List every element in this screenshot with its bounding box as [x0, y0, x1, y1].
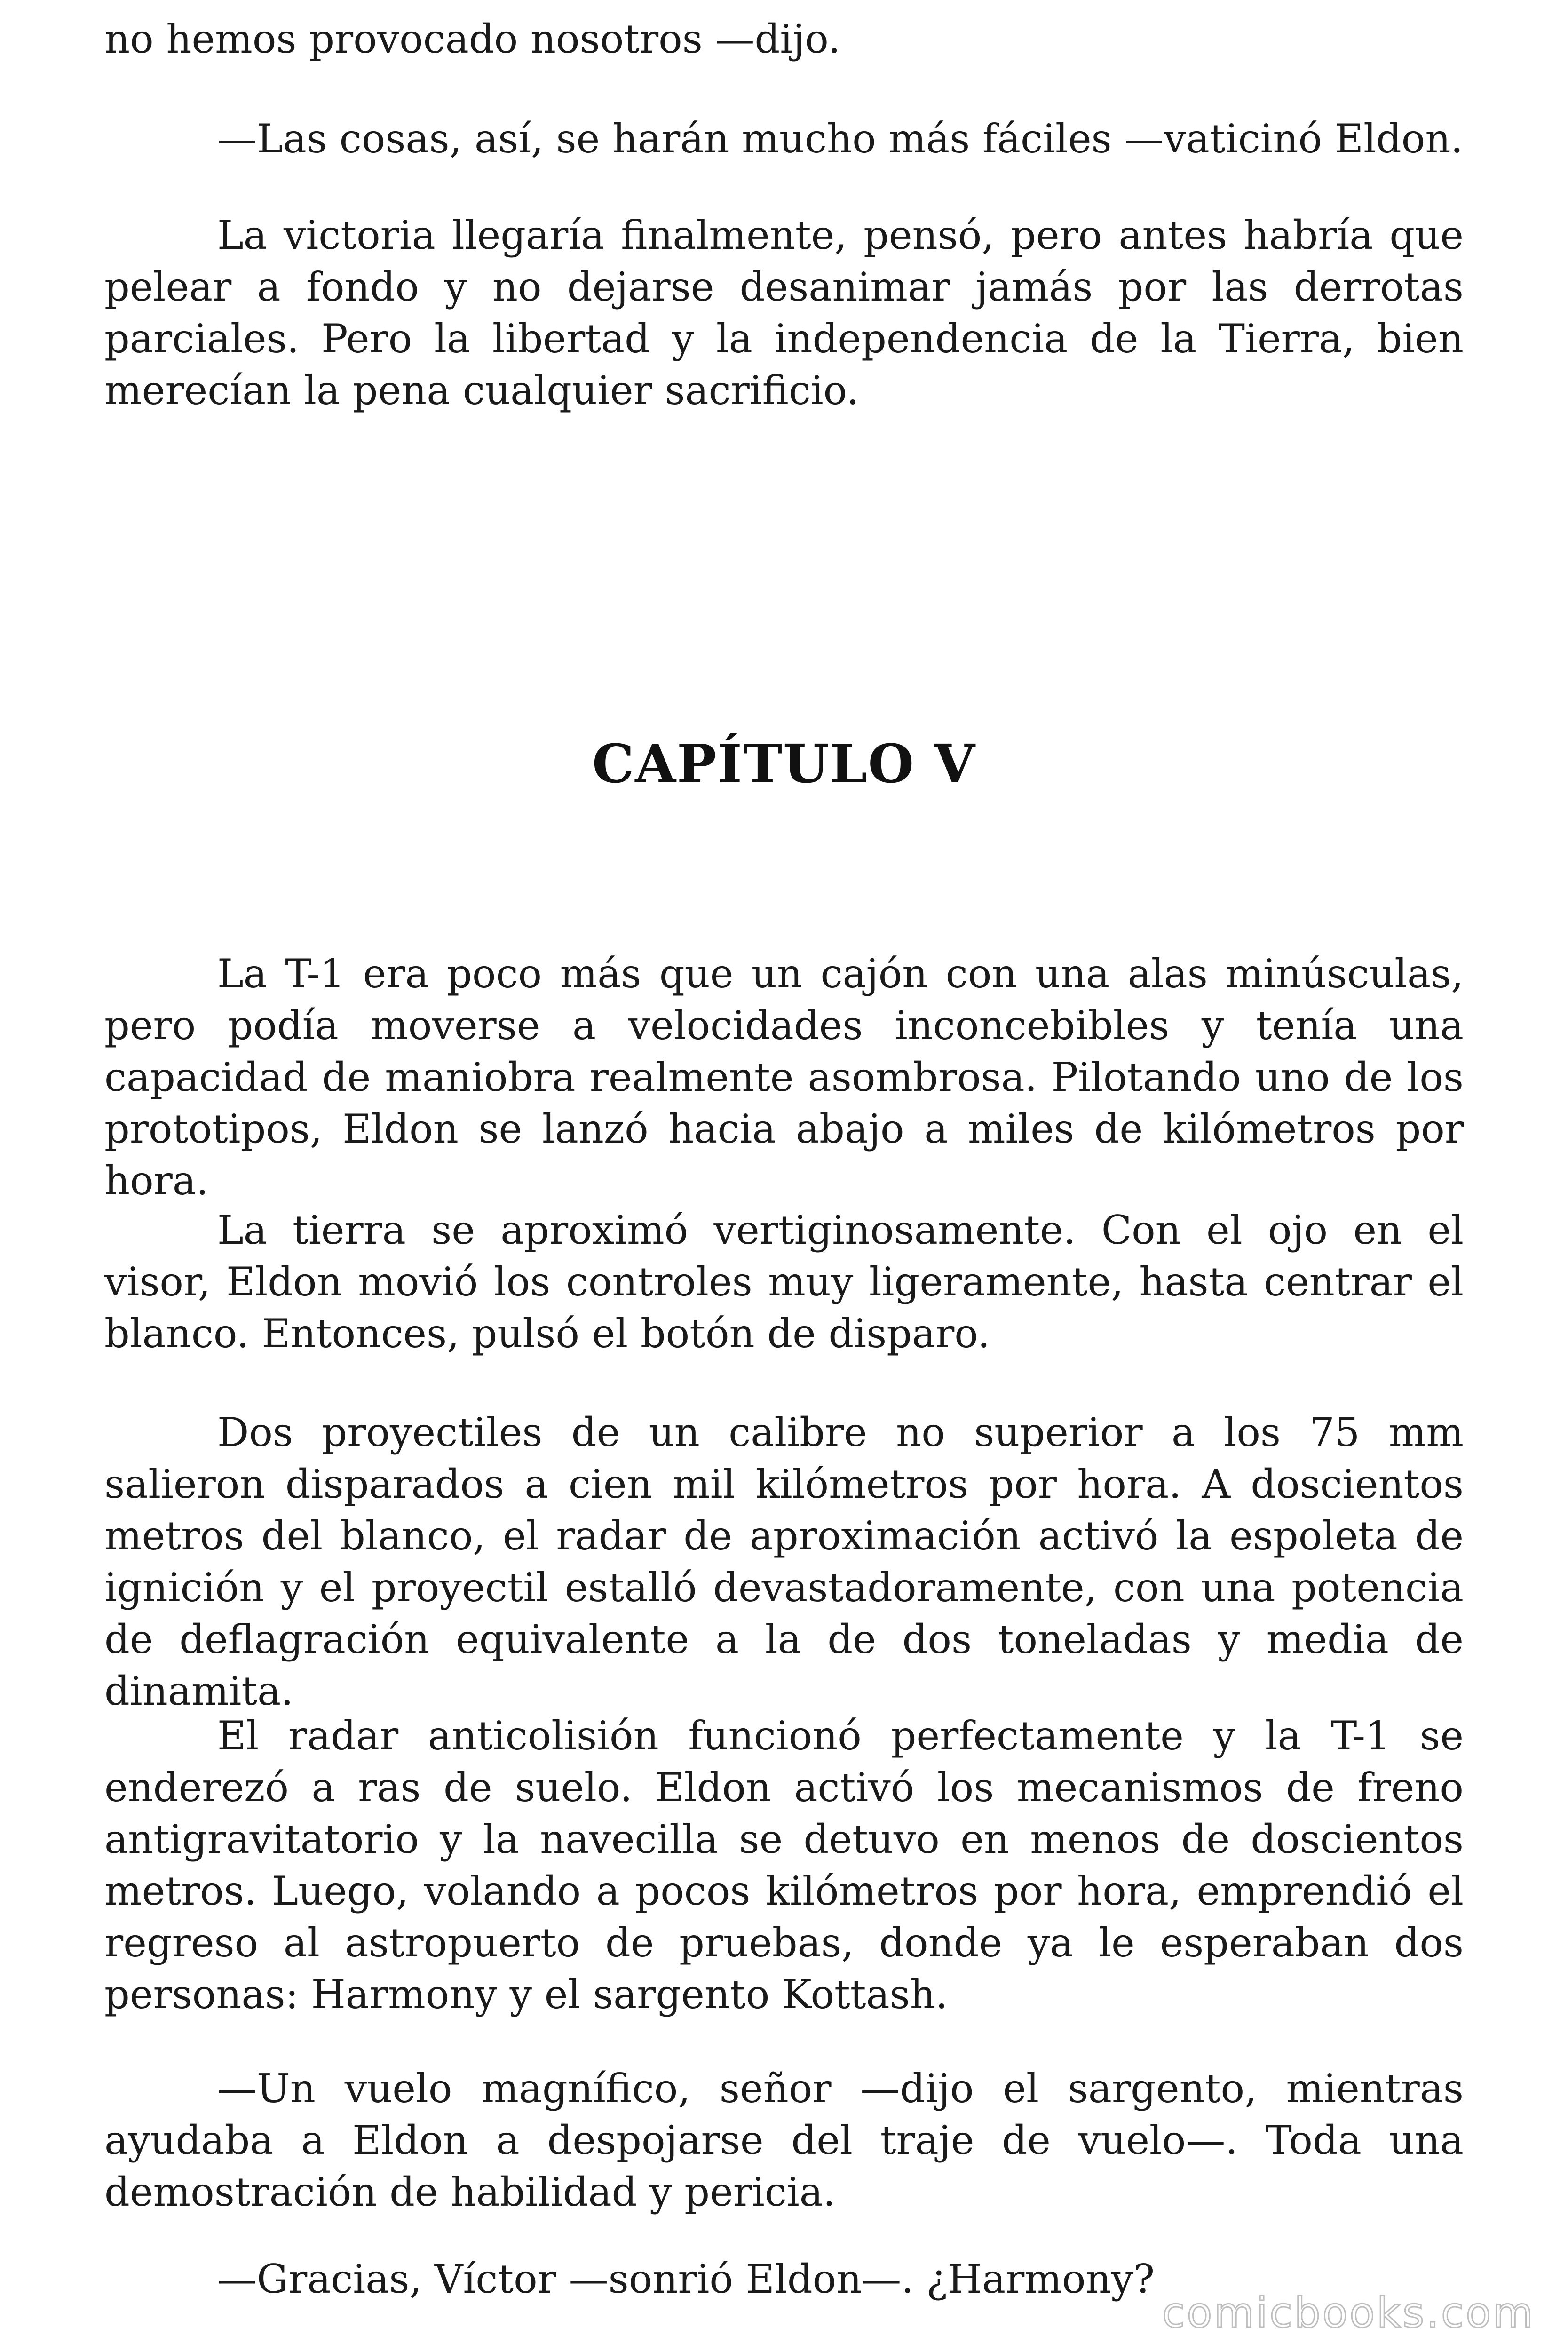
paragraph-dialogue: —Las cosas, así, se harán mucho más fáciles —vaticinó Eldon. [217, 116, 1464, 162]
chapter-paragraph-4: El radar anticolisión funcionó perfectamente y la T-1 se enderezó a ras de suelo. Eldon activó los mecanismos de freno antigravitatorio y la navecilla se detuvo en menos de doscientos metros. Luego, volando a pocos kilómetros por hora, emprendió el regreso al astropuerto de pruebas, donde ya le esperaban dos personas: Harmony y el sargento Kottash. [104, 1713, 1464, 2018]
chapter-paragraph-2: La tierra se aproximó vertiginosamente. Con el ojo en el visor, Eldon movió los controles muy ligeramente, hasta centrar el blanco. Entonces, pulsó el botón de disparo. [104, 1207, 1464, 1357]
chapter-paragraph-6: —Gracias, Víctor —sonrió Eldon—. ¿Harmony? [217, 2256, 1155, 2302]
paragraph-continuation: no hemos provocado nosotros —dijo. [104, 16, 841, 62]
site-watermark: comicbooks.com [1162, 2288, 1535, 2337]
chapter-title: CAPÍTULO V [592, 733, 976, 795]
chapter-paragraph-5: —Un vuelo magnífico, señor —dijo el sargento, mientras ayudaba a Eldon a despojarse del traje de vuelo—. Toda una demostración de habilidad y pericia. [104, 2066, 1464, 2215]
chapter-paragraph-1: La T-1 era poco más que un cajón con una alas minúsculas, pero podía moverse a velocidades inconcebibles y tenía una capacidad de maniobra realmente asombrosa. Pilotando uno de los prototipos, Eldon se lanzó hacia abajo a miles de kilómetros por hora. [104, 951, 1464, 1204]
chapter-paragraph-3: Dos proyectiles de un calibre no superior a los 75 mm salieron disparados a cien mil kilómetros por hora. A doscientos metros del blanco, el radar de aproximación activó la espoleta de ignición y el proyectil estalló devastadoramente, con una potencia de deflagración equivalente a la de dos toneladas y media de dinamita. [104, 1409, 1464, 1714]
paragraph-narration: La victoria llegaría finalmente, pensó, pero antes habría que pelear a fondo y no dejarse desanimar jamás por las derrotas parciales. Pero la libertad y la independencia de la Tierra, bien merecían la pena cualquier sacrificio. [104, 212, 1464, 413]
